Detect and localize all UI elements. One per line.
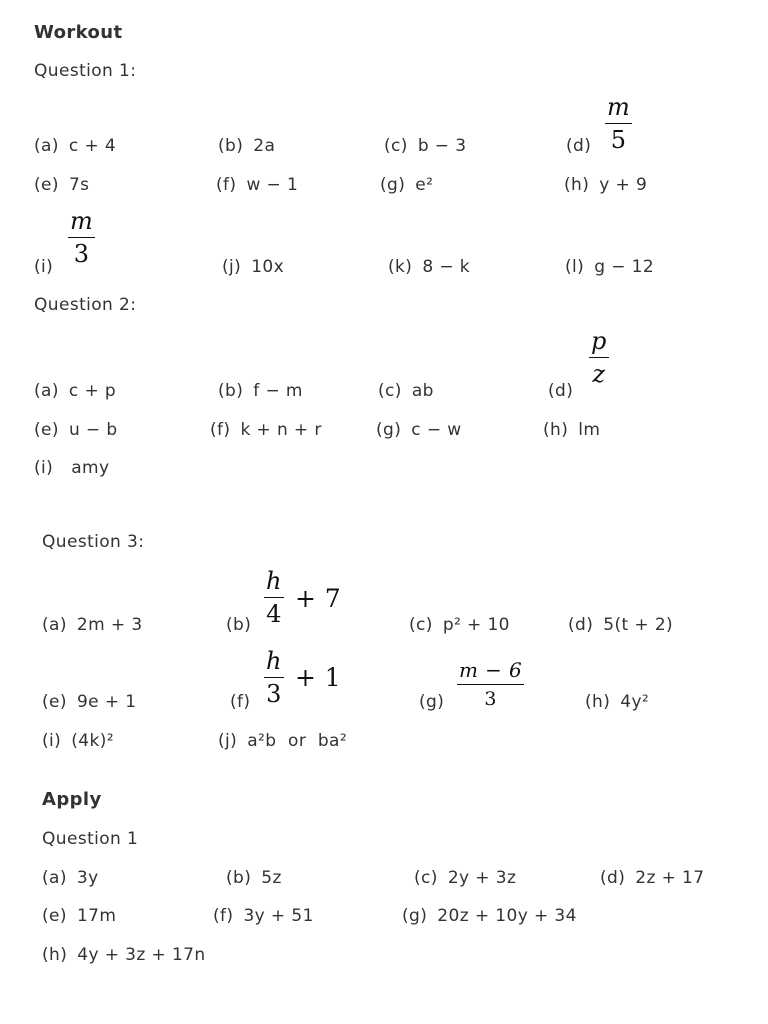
answer-text: f − m: [253, 381, 303, 401]
workout-q3-f-constant: + 1: [295, 663, 341, 692]
answer-text: 3y: [76, 868, 99, 888]
workout-q1-b: [218, 136, 275, 156]
answer-text: 8 − k: [422, 257, 471, 277]
workout-q3-title: Question 3:: [42, 532, 145, 552]
workout-q2-b: [218, 381, 303, 401]
apply-q1-f: [213, 906, 314, 926]
fraction-numerator: h: [266, 567, 282, 595]
answer-label: (b): [218, 381, 244, 401]
answer-text: e²: [415, 175, 434, 195]
answer-text: a²b or ba²: [247, 731, 348, 751]
fraction-bar: [68, 237, 95, 238]
apply-q1-d: [600, 868, 705, 888]
workout-q3-b-fraction: [264, 566, 284, 628]
answer-text: 10x: [251, 257, 285, 277]
workout-q3-g-fraction: [457, 657, 524, 711]
answer-label: (g): [376, 420, 402, 440]
answer-label: (c): [414, 868, 438, 888]
answer-label: (e): [42, 906, 67, 926]
fraction-bar: [264, 677, 284, 678]
fraction-bar: [605, 123, 632, 124]
fraction-numerator: h: [266, 647, 282, 675]
answer-label: (j): [218, 731, 238, 751]
answer-text: 17m: [76, 906, 117, 926]
answer-label: (i): [42, 731, 62, 751]
apply-q1-e: [42, 906, 116, 926]
workout-q3-h: [585, 692, 649, 712]
workout-q2-h: [543, 420, 600, 440]
answer-text: 2m + 3: [76, 615, 143, 635]
answer-text: ab: [411, 381, 434, 401]
fraction-numerator: p: [591, 327, 607, 355]
fraction-denominator: z: [592, 360, 606, 388]
workout-q1-h: [564, 175, 647, 195]
workout-q3-j: [218, 731, 347, 751]
answer-label: (a): [42, 868, 67, 888]
answer-label: (h): [42, 945, 68, 965]
answer-label: (h): [564, 175, 590, 195]
workout-q2-g: [376, 420, 462, 440]
apply-q1-c: [414, 868, 516, 888]
apply-q1-h: [42, 945, 206, 965]
workout-heading: Workout: [34, 22, 123, 43]
answer-label: (l): [565, 257, 585, 277]
answer-label: (a): [34, 136, 59, 156]
answer-text: w − 1: [246, 175, 299, 195]
fraction-denominator: 3: [266, 680, 282, 708]
answer-text: c + p: [68, 381, 117, 401]
answer-text: u − b: [68, 420, 118, 440]
answer-label: (d): [600, 868, 626, 888]
answer-text: k + n + r: [240, 420, 322, 440]
answer-text: b − 3: [417, 136, 467, 156]
fraction-denominator: 4: [266, 600, 282, 628]
apply-q1-b: [226, 868, 282, 888]
workout-q1-l: [565, 257, 654, 277]
answer-label: (g): [402, 906, 428, 926]
fraction-denominator: 5: [610, 126, 627, 154]
answer-label: (b): [218, 136, 244, 156]
answer-text: 2a: [253, 136, 276, 156]
workout-q1-i-label: (i): [34, 257, 54, 277]
workout-q3-b-constant: + 7: [295, 584, 341, 613]
workout-q2-c: [378, 381, 434, 401]
answer-label: (e): [34, 175, 59, 195]
answer-text: y + 9: [599, 175, 648, 195]
workout-q3-f-fraction: [264, 646, 284, 708]
answer-text: 2y + 3z: [447, 868, 517, 888]
answer-label: (k): [388, 257, 413, 277]
workout-q1-d-fraction: [605, 92, 632, 154]
fraction-bar: [589, 357, 609, 358]
fraction-numerator: m: [70, 207, 94, 235]
answer-text: 4y + 3z + 17n: [77, 945, 206, 965]
answer-text: 4y²: [620, 692, 650, 712]
workout-q2-title: Question 2:: [34, 295, 137, 315]
workout-q1-a: [34, 136, 116, 156]
fraction-denominator: 3: [73, 240, 90, 268]
workout-q1-c: [384, 136, 466, 156]
workout-q2-a: [34, 381, 116, 401]
workout-q3-a: [42, 615, 143, 635]
answer-text: p² + 10: [442, 615, 510, 635]
answer-text: c − w: [411, 420, 462, 440]
answer-label: (j): [222, 257, 242, 277]
workout-q3-e: [42, 692, 136, 712]
workout-q2-e: [34, 420, 118, 440]
answer-label: (c): [378, 381, 402, 401]
workout-q1-k: [388, 257, 470, 277]
workout-q1-f: [216, 175, 298, 195]
answer-label: (a): [42, 615, 67, 635]
workout-q3-g-label: (g): [419, 692, 445, 712]
answer-label: (d): [568, 615, 594, 635]
answer-label: (f): [216, 175, 237, 195]
workout-q2-d-fraction: [589, 326, 609, 388]
workout-q2-i: [34, 458, 109, 478]
answer-text: 7s: [68, 175, 90, 195]
workout-q1-g: [380, 175, 433, 195]
answer-text: 20z + 10y + 34: [437, 906, 577, 926]
fraction-denominator: 3: [484, 688, 497, 710]
answer-text: 5(t + 2): [603, 615, 674, 635]
answer-text: lm: [578, 420, 601, 440]
answer-text: 9e + 1: [76, 692, 137, 712]
answer-label: (a): [34, 381, 59, 401]
answer-label: (f): [213, 906, 234, 926]
answer-label: (h): [543, 420, 569, 440]
answer-text: c + 4: [68, 136, 117, 156]
answer-text: 2z + 17: [635, 868, 705, 888]
answer-label: (e): [34, 420, 59, 440]
workout-q1-i-fraction: [68, 206, 95, 268]
answer-label: (c): [409, 615, 433, 635]
apply-q1-a: [42, 868, 99, 888]
fraction-bar: [457, 684, 524, 685]
workout-q3-b-label: (b): [226, 615, 252, 635]
answer-text: 3y + 51: [243, 906, 314, 926]
answer-text: amy: [71, 458, 110, 478]
workout-q1-e: [34, 175, 89, 195]
fraction-bar: [264, 597, 284, 598]
answer-text: (4k)²: [71, 731, 114, 751]
answer-text: 5z: [261, 868, 282, 888]
answer-label: (g): [380, 175, 406, 195]
fraction-numerator: m: [607, 93, 631, 121]
answer-label: (e): [42, 692, 67, 712]
workout-q3-d: [568, 615, 673, 635]
workout-q1-d-label: (d): [566, 136, 592, 156]
apply-q1-title: Question 1: [42, 829, 139, 849]
apply-q1-g: [402, 906, 577, 926]
answer-label: (c): [384, 136, 408, 156]
workout-q3-f-label: (f): [230, 692, 251, 712]
answer-label: (i): [34, 458, 54, 478]
fraction-numerator: m − 6: [459, 658, 523, 682]
workout-q2-d-label: (d): [548, 381, 574, 401]
workout-q3-i: [42, 731, 114, 751]
workout-q1-j: [222, 257, 284, 277]
workout-q2-f: [210, 420, 322, 440]
answer-text: g − 12: [594, 257, 655, 277]
workout-q3-c: [409, 615, 510, 635]
answer-label: (f): [210, 420, 231, 440]
answer-label: (b): [226, 868, 252, 888]
answer-label: (h): [585, 692, 611, 712]
apply-heading: Apply: [42, 789, 102, 810]
workout-q1-title: Question 1:: [34, 61, 137, 81]
